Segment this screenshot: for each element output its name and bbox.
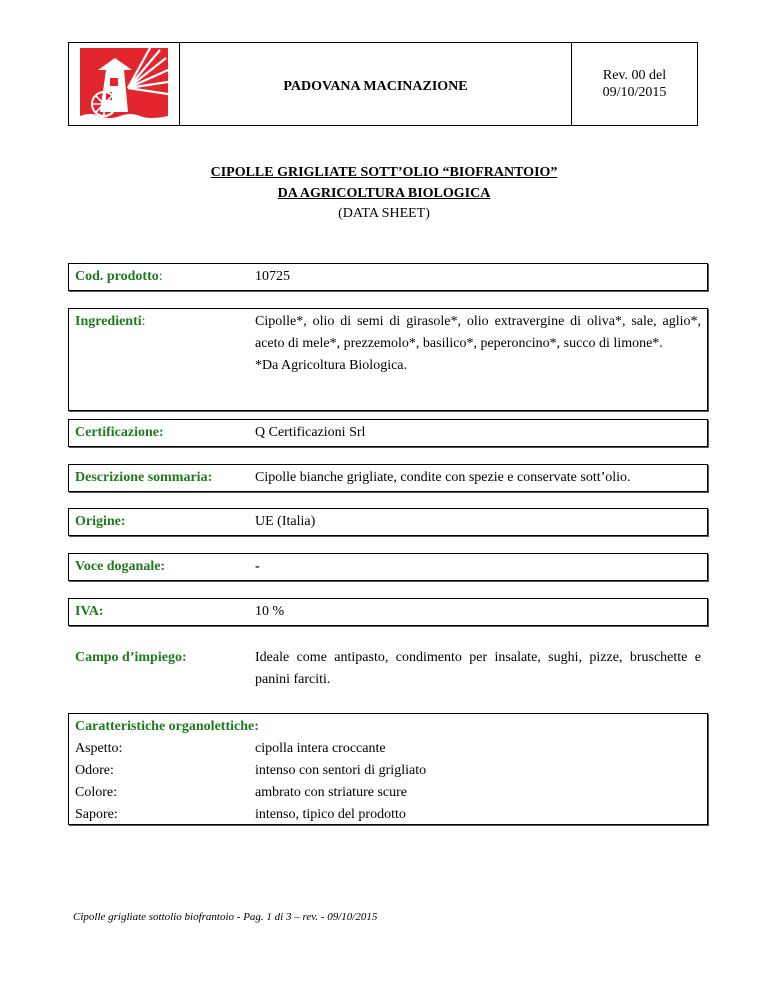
field-voce-doganale (68, 553, 708, 581)
field-value: Ideale come antipasto, condimento per insalate, sughi, pizze, bruschette e panini farciti. (255, 650, 701, 687)
document-subtitle: (DATA SHEET) (338, 206, 430, 221)
field-cod-prodotto (68, 263, 708, 291)
mill-logo-icon (80, 48, 168, 120)
field-value: Cipolle bianche grigliate, condite con spezie e conservate sott’olio. (255, 470, 631, 485)
company-name: PADOVANA MACINAZIONE (180, 43, 572, 125)
revision-number: Rev. 00 del (602, 68, 667, 83)
organoleptic-value: intenso, tipico del prodotto (255, 807, 406, 822)
ingredients-note: *Da Agricoltura Biologica. (255, 358, 408, 373)
organoleptic-value: cipolla intera croccante (255, 741, 386, 756)
logo-cell (69, 43, 180, 125)
field-value: Q Certificazioni Srl (255, 425, 366, 440)
document-header (68, 42, 698, 126)
organoleptic-value: ambrato con striature scure (255, 785, 407, 800)
revision-date: 09/10/2015 (602, 85, 667, 100)
organoleptic-label: Sapore: (75, 807, 118, 822)
organoleptic-row (75, 738, 701, 760)
organoleptic-row (75, 760, 701, 782)
field-label: Certificazione: (75, 425, 164, 440)
field-origine (68, 508, 708, 536)
field-label: Ingredienti: (75, 314, 146, 329)
field-label: IVA: (75, 604, 104, 619)
document-title-line2: DA AGRICOLTURA BIOLOGICA (277, 186, 491, 201)
field-certificazione (68, 419, 708, 447)
field-descrizione (68, 464, 708, 492)
organoleptic-title: Caratteristiche organolettiche: (75, 719, 259, 734)
organoleptic-label: Odore: (75, 763, 114, 778)
organoleptic-row (75, 782, 701, 804)
field-value: 10 % (255, 604, 285, 619)
page-footer: Cipolle grigliate sottolio biofrantoio - Pag. 1 di 3 – rev. - 09/10/2015 (73, 911, 378, 923)
field-label: Cod. prodotto: (75, 269, 163, 284)
field-value: UE (Italia) (255, 514, 316, 529)
field-label: Descrizione sommaria: (75, 470, 213, 485)
organoleptic-label: Aspetto: (75, 741, 123, 756)
field-value (255, 311, 701, 407)
field-value: 10725 (255, 269, 290, 284)
field-value: - (255, 559, 260, 574)
organoleptic-value: intenso con sentori di grigliato (255, 763, 427, 778)
field-ingredienti (68, 308, 708, 411)
field-label: Origine: (75, 514, 126, 529)
organoleptic-label: Colore: (75, 785, 117, 800)
field-iva (68, 598, 708, 626)
field-label: Voce doganale: (75, 559, 166, 574)
document-title-line1: CIPOLLE GRIGLIATE SOTT’OLIO “BIOFRANTOIO” (210, 165, 558, 180)
revision-info (572, 43, 697, 125)
organoleptic-row (75, 804, 701, 826)
field-label: Campo d’impiego: (75, 650, 187, 665)
field-campo-impiego (68, 644, 708, 696)
ingredients-list: Cipolle*, olio di semi di girasole*, olio extravergine di oliva*, sale, aglio*, aceto di mele*, prezzemolo*, basilico*, peperoncino*, succo di limone*. (255, 314, 701, 351)
organoleptic-box (68, 713, 708, 825)
